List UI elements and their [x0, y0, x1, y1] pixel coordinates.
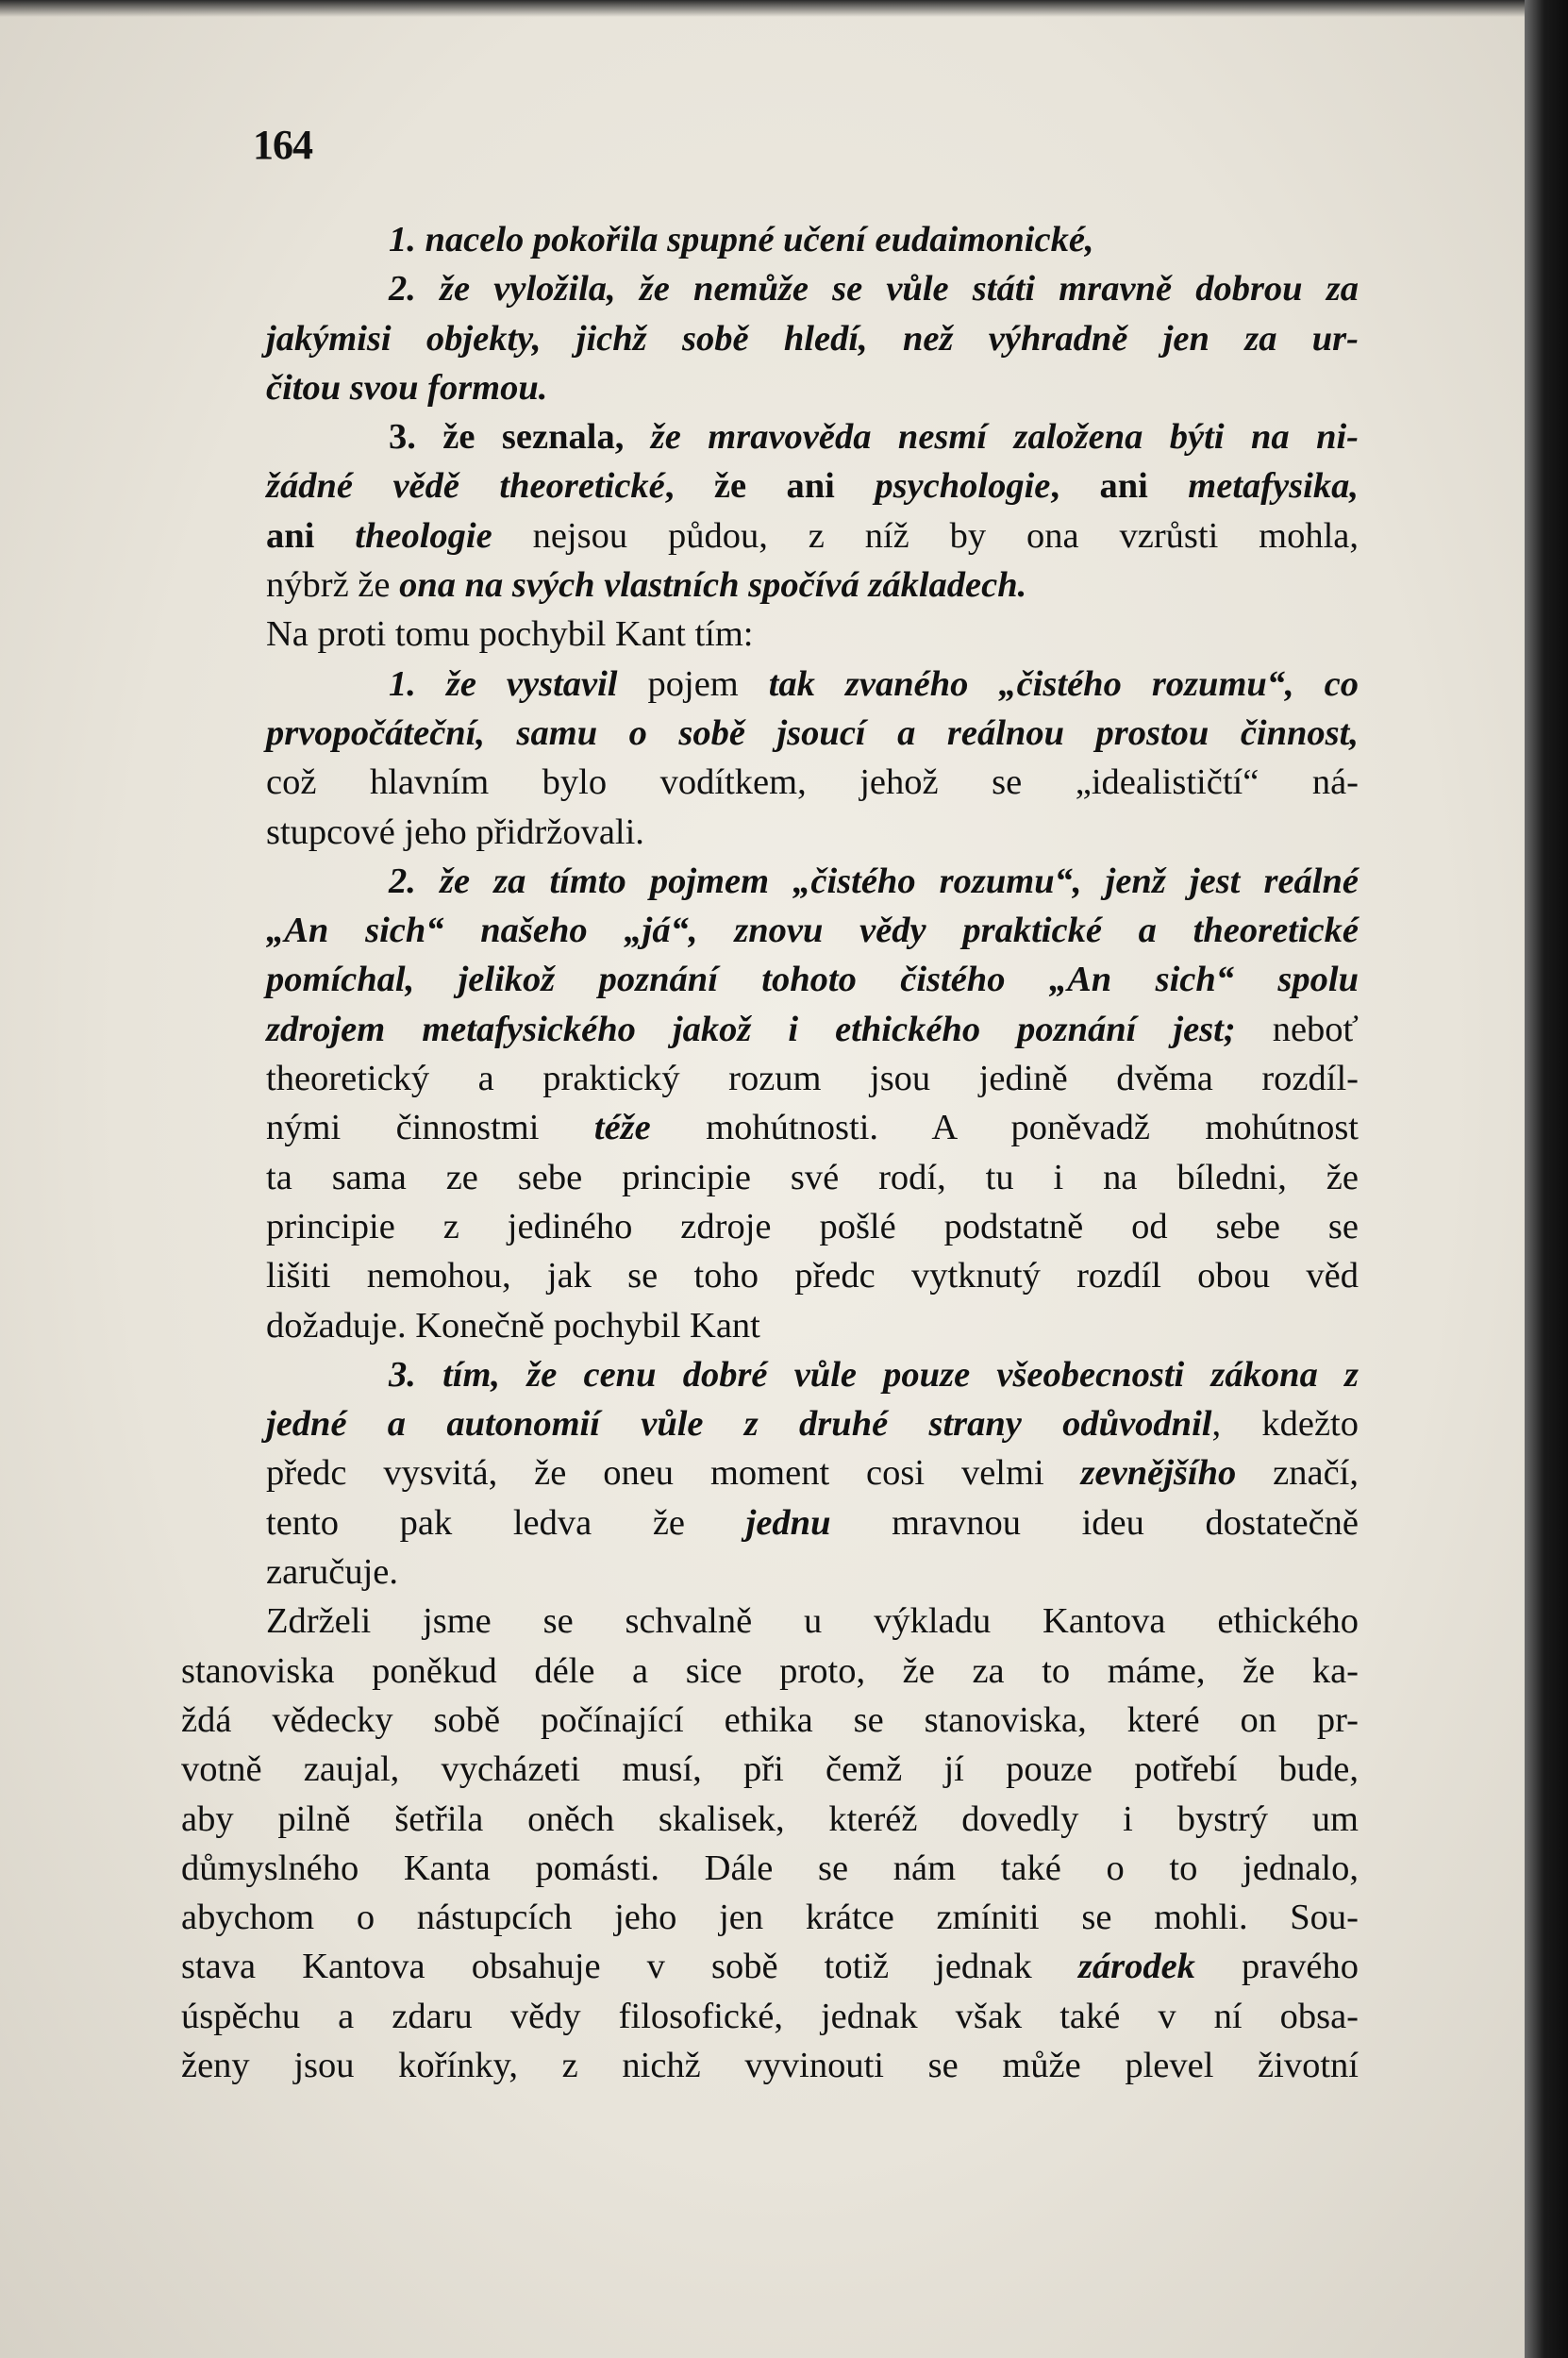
plain-text: ždá vědecky sobě počínající ethika se stanoviska, které on pr- — [181, 1699, 1359, 1740]
plain-text: ženy jsou kořínky, z nichž vyvinouti se může plevel životní — [181, 2045, 1359, 2085]
plain-text: důmyslného Kanta pomásti. Dále se nám také o to jednalo, — [181, 1848, 1359, 1888]
emphasis-text: 1. nacelo pokořila spupné učení eudaimonické, — [389, 220, 1094, 259]
plain-text: ta sama ze sebe principie své rodí, tu i na bíledni, že — [266, 1157, 1359, 1197]
text-line — [266, 1448, 1359, 1497]
plain-text: pravého — [1194, 1947, 1359, 1987]
text-line — [266, 1054, 1359, 1103]
text-line — [266, 1103, 1359, 1152]
plain-text: nými činnostmi — [266, 1108, 594, 1148]
plain-text: mohútnosti. A poněvadž mohútnost — [650, 1108, 1359, 1148]
text-line — [266, 906, 1359, 955]
emphasis-text: zárodek — [1077, 1947, 1195, 1987]
emphasis-text: tak zvaného „čistého rozumu“, co — [768, 663, 1359, 704]
body-text — [181, 215, 1359, 2090]
text-line — [181, 1844, 1359, 1893]
text-line — [266, 461, 1359, 510]
emphasis-text: žádné vědě theoretické — [266, 466, 665, 507]
emphasis-text: jednu — [745, 1502, 831, 1543]
text-line — [266, 1597, 1359, 1646]
plain-text: theoretický a praktický rozum jsou jedině dvěma rozdíl- — [266, 1059, 1359, 1099]
text-line — [266, 1301, 1359, 1350]
emphasis-text: „An sich“ našeho „já“, znovu vědy praktické a theoretické — [266, 911, 1359, 951]
emphasis-text: metafysika, — [1188, 466, 1359, 507]
text-line — [266, 660, 1359, 709]
text-line — [266, 1399, 1359, 1448]
emphasis-text: ona na svých vlastních spočívá základech. — [399, 565, 1027, 606]
text-line — [266, 955, 1359, 1004]
plain-text: Na proti tomu pochybil Kant tím: — [266, 614, 754, 655]
text-line — [266, 1202, 1359, 1251]
bold-text: 3. že seznala, — [389, 417, 651, 458]
plain-text: abychom o nástupcích jeho jen krátce zmíniti se mohli. Sou- — [181, 1898, 1359, 1938]
text-line — [181, 1745, 1359, 1794]
bold-text: ani — [266, 515, 356, 556]
plain-text: principie z jediného zdroje pošlé podstatně od sebe se — [266, 1206, 1359, 1246]
emphasis-text: 3. tím, že cenu dobré vůle pouze všeobecnosti zákona z — [389, 1354, 1359, 1395]
text-line — [266, 264, 1359, 313]
plain-text: , kdežto — [1211, 1404, 1359, 1445]
plain-text: dožaduje. Konečně pochybil Kant — [266, 1305, 760, 1346]
text-line — [181, 1893, 1359, 1942]
text-line — [181, 1795, 1359, 1844]
emphasis-text: že mravověda nesmí založena býti na ni- — [650, 417, 1359, 458]
text-line — [266, 808, 1359, 857]
plain-text: stava Kantova obsahuje v sobě totiž jednak — [181, 1947, 1078, 1987]
text-line — [266, 1350, 1359, 1399]
bold-text: , ani — [1050, 466, 1189, 507]
scan-shadow-top — [0, 0, 1568, 17]
plain-text: nejsou půdou, z níž by ona vzrůsti mohla, — [492, 515, 1359, 556]
plain-text: značí, — [1236, 1453, 1359, 1494]
emphasis-text: zevnějšího — [1080, 1453, 1237, 1494]
plain-text: neboť — [1235, 1009, 1359, 1049]
text-line — [181, 1942, 1359, 1991]
plain-text: pojem — [617, 663, 769, 704]
plain-text: mravnou ideu dostatečně — [830, 1502, 1359, 1543]
text-line — [266, 709, 1359, 758]
plain-text: lišiti nemohou, jak se toho předc vytknutý rozdíl obou věd — [266, 1256, 1359, 1296]
emphasis-text: čitou svou formou. — [266, 367, 548, 408]
text-line — [266, 412, 1359, 461]
plain-text: což hlavním bylo vodítkem, jehož se „idealističtí“ ná- — [266, 762, 1359, 803]
plain-text: Zdrželi jsme se schvalně u výkladu Kantova ethického — [266, 1601, 1359, 1642]
plain-text: stupcové jeho přidržovali. — [266, 811, 644, 852]
emphasis-text: prvopočáteční, samu o sobě jsoucí a reálnou prostou činnost, — [266, 712, 1359, 753]
emphasis-text: pomíchal, jelikož poznání tohoto čistého „An sich“ spolu — [266, 960, 1359, 1000]
text-line — [266, 1547, 1359, 1597]
text-line — [266, 1005, 1359, 1054]
plain-text: votně zaujal, vycházeti musí, při čemž jí pouze potřebí bude, — [181, 1749, 1359, 1790]
emphasis-text: psychologie — [875, 466, 1051, 507]
text-line — [266, 560, 1359, 610]
text-line — [266, 1251, 1359, 1300]
text-line — [266, 1498, 1359, 1547]
text-line — [181, 1992, 1359, 2041]
bold-text: , že ani — [664, 466, 876, 507]
plain-text: předc vysvitá, že oneu moment cosi velmi — [266, 1453, 1081, 1494]
plain-text: úspěchu a zdaru vědy filosofické, jednak však také v ní obsa- — [181, 1996, 1359, 2036]
text-line — [266, 1153, 1359, 1202]
plain-text: tento pak ledva že — [266, 1502, 746, 1543]
plain-text: zaručuje. — [266, 1552, 398, 1593]
page-number: 164 — [253, 122, 312, 168]
emphasis-text: jedné a autonomií vůle z druhé strany odůvodnil — [266, 1404, 1212, 1445]
emphasis-text: jakýmisi objekty, jichž sobě hledí, než výhradně jen za ur- — [266, 318, 1359, 359]
text-line — [181, 2041, 1359, 2090]
scan-shadow-right — [1525, 0, 1568, 2358]
emphasis-text: zdrojem metafysického jakož i ethického poznání jest; — [266, 1009, 1236, 1049]
text-line — [266, 215, 1359, 264]
text-line — [266, 363, 1359, 412]
emphasis-text: theologie — [355, 515, 492, 556]
text-line — [266, 857, 1359, 906]
text-line — [181, 1647, 1359, 1696]
emphasis-text: 2. že za tímto pojmem „čistého rozumu“, jenž jest reálné — [389, 861, 1359, 901]
plain-text: aby pilně šetřila oněch skalisek, kteréž dovedly i bystrý um — [181, 1798, 1359, 1839]
plain-text: stanoviska poněkud déle a sice proto, že za to máme, že ka- — [181, 1650, 1359, 1691]
emphasis-text: téže — [593, 1108, 651, 1148]
text-line — [266, 314, 1359, 363]
emphasis-text: 1. že vystavil — [389, 663, 618, 704]
text-line — [266, 758, 1359, 807]
text-line — [181, 1696, 1359, 1745]
text-line — [266, 511, 1359, 560]
emphasis-text: 2. že vyložila, že nemůže se vůle státi mravně dobrou za — [389, 269, 1359, 309]
plain-text: nýbrž že — [266, 565, 400, 606]
text-line — [266, 610, 1359, 659]
